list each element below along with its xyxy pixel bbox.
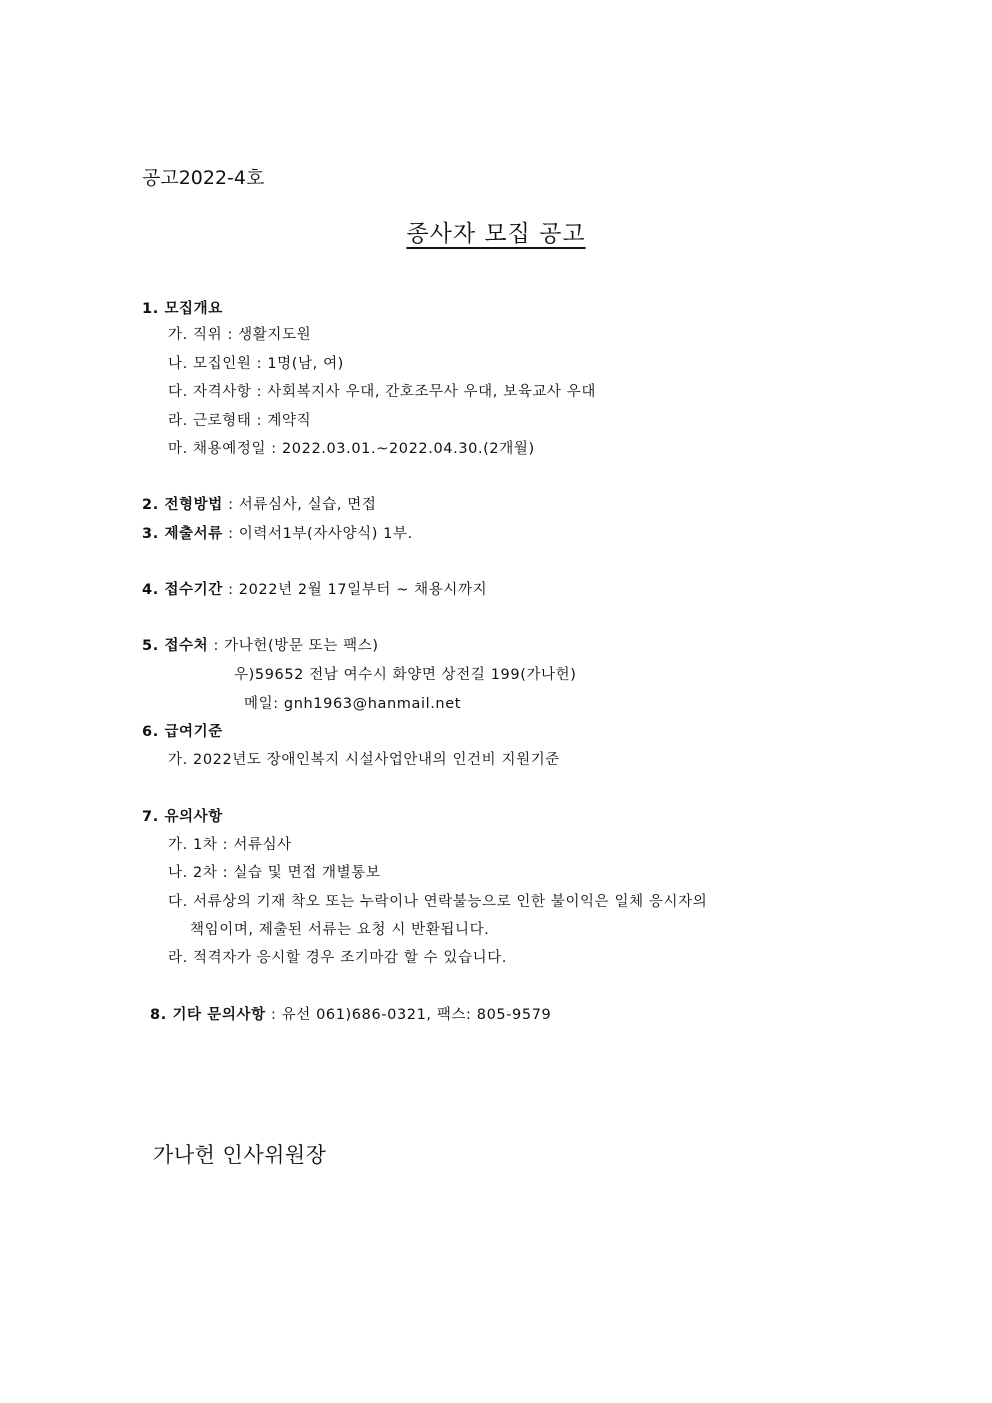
section-8-text: : 유선 061)686-0321, 팩스: 805-9579 [265, 1007, 552, 1023]
section-1-item-headcount: 나. 모집인원 : 1명(남, 여) [168, 356, 344, 372]
section-3-heading: 3. 제출서류 [142, 526, 223, 542]
section-5-line [142, 634, 379, 655]
section-6-heading [142, 720, 223, 741]
section-5-text: : 가나헌(방문 또는 팩스) [208, 638, 379, 654]
section-4-line [142, 578, 487, 599]
section-3-text: : 이력서1부(자사양식) 1부. [222, 526, 413, 542]
section-1-heading-text: 1. 모집개요 [142, 301, 223, 317]
section-1-heading [142, 297, 223, 318]
section-6-item: 가. 2022년도 장애인복지 시설사업안내의 인건비 지원기준 [168, 752, 560, 768]
section-4-heading: 4. 접수기간 [142, 582, 223, 598]
section-2-line [142, 493, 376, 514]
section-6-heading-text: 6. 급여기준 [142, 724, 223, 740]
section-7-item-first-round: 가. 1차 : 서류심사 [168, 837, 292, 853]
section-5-heading: 5. 접수처 [142, 638, 209, 654]
section-5-email: 메일: gnh1963@hanmail.net [244, 696, 462, 712]
section-1-item-position: 가. 직위 : 생활지도원 [168, 327, 312, 343]
section-5-address: 우)59652 전남 여수시 화양면 상전길 199(가나헌) [234, 667, 577, 683]
section-1-item-employment-type: 라. 근로형태 : 계약직 [168, 413, 312, 429]
section-4-text: : 2022년 2월 17일부터 ~ 채용시까지 [222, 582, 488, 598]
section-2-heading: 2. 전형방법 [142, 497, 223, 513]
signature: 가나헌 인사위원장 [153, 1143, 327, 1167]
section-3-line [142, 522, 413, 543]
section-1-item-qualifications: 다. 자격사항 : 사회복지사 우대, 간호조무사 우대, 보육교사 우대 [168, 384, 596, 400]
notice-number: 공고2022-4호 [142, 167, 265, 189]
section-2-text: : 서류심사, 실습, 면접 [222, 497, 377, 513]
section-7-heading-text: 7. 유의사항 [142, 809, 223, 825]
section-8-heading: 8. 기타 문의사항 [150, 1007, 266, 1023]
section-7-item-second-round: 나. 2차 : 실습 및 면접 개별통보 [168, 865, 381, 881]
section-1-item-hire-date: 마. 채용예정일 : 2022.03.01.~2022.04.30.(2개월) [168, 441, 535, 457]
section-7-item-responsibility-continued: 책임이며, 제출된 서류는 요청 시 반환됩니다. [190, 922, 490, 938]
section-8-line [150, 1003, 551, 1024]
section-7-heading [142, 805, 223, 826]
document-title: 종사자 모집 공고 [406, 221, 586, 247]
section-7-item-responsibility: 다. 서류상의 기재 착오 또는 누락이나 연락불능으로 인한 불이익은 일체 응시자의 [168, 894, 708, 910]
section-7-item-early-close: 라. 적격자가 응시할 경우 조기마감 할 수 있습니다. [168, 950, 508, 966]
